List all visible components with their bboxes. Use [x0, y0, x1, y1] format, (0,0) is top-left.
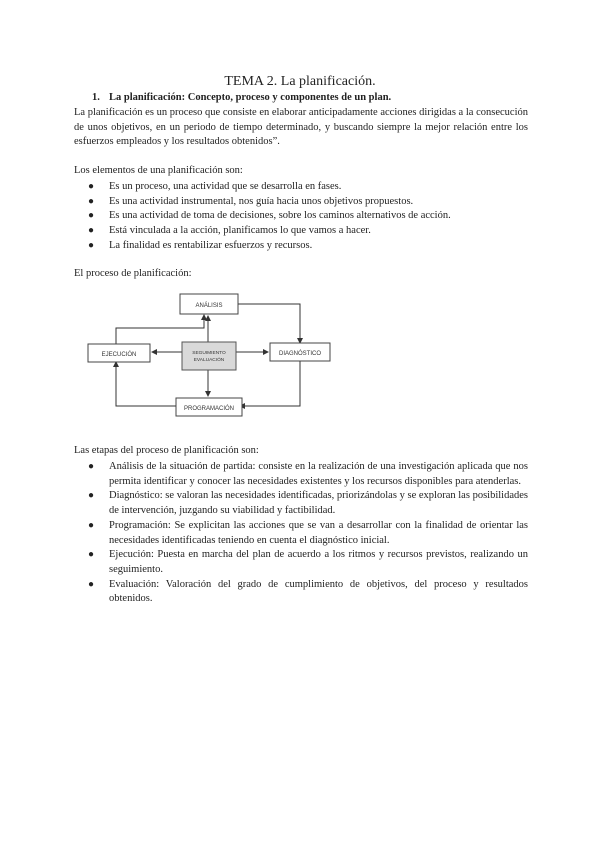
- arrow-ejecucion-analisis: [116, 315, 204, 344]
- list-item: ● Es una actividad de toma de decisiones, sobre los caminos alternativos de acción.: [74, 209, 528, 224]
- box-center-line1: SEGUIMIENTO: [192, 351, 226, 356]
- list-item: ● Ejecución: Puesta en marcha del plan de acuerdo a los ritmos y recursos previstos, realizando un seguimiento.: [88, 549, 528, 575]
- box-seguimiento-evaluacion: [182, 342, 236, 370]
- list-item: ● Está vinculada a la acción, planificamos lo que vamos a hacer.: [74, 224, 528, 239]
- bullet-icon: ●: [88, 578, 95, 590]
- list-item: ● Es un proceso, una actividad que se desarrolla en fases.: [74, 180, 528, 195]
- box-ejecucion-label: EJECUCIÓN: [101, 352, 137, 358]
- bullet-icon: ●: [88, 239, 95, 251]
- bullet-icon: ●: [88, 490, 95, 502]
- box-diagnostico-label: DIAGNÓSTICO: [278, 351, 322, 357]
- stages-label: Las etapas del proceso de planificación son:: [74, 445, 259, 456]
- bullet-icon: ●: [88, 225, 95, 237]
- box-analisis-label: ANÁLISIS: [195, 303, 223, 309]
- definition-paragraph: La planificación es un proceso que consiste en elaborar anticipadamente acciones dirigidas a la consecución de unos objetivos, en un periodo de tiempo determinado, y buscando siempre la mejor relación entre los esfuerzos empleados y los resultados obtenidos”.: [74, 107, 528, 148]
- bullet-icon: ●: [88, 549, 95, 561]
- bullet-icon: ●: [88, 195, 95, 207]
- elements-label: Los elementos de una planificación son:: [74, 165, 243, 176]
- list-item: ● Es una actividad instrumental, nos guía hacia unos objetivos propuestos.: [74, 195, 528, 210]
- list-item: ● Evaluación: Valoración del grado de cumplimiento de objetivos, del proceso y resultados obtenidos.: [88, 578, 528, 605]
- list-item: ● Diagnóstico: se valoran las necesidades identificadas, priorizándolas y se exploran las posibilidades de intervención, juzgando su viabilidad y factibilidad.: [88, 490, 528, 517]
- arrow-programacion-ejecucion: [116, 362, 176, 406]
- section-heading: [92, 92, 391, 103]
- stages-list: [74, 460, 528, 607]
- document-title: TEMA 2. La planificación.: [224, 74, 376, 89]
- arrow-diagnostico-programacion: [240, 361, 300, 406]
- bullet-icon: ●: [88, 519, 95, 531]
- arrow-analisis-diagnostico: [238, 304, 300, 343]
- box-programacion-label: PROGRAMACIÓN: [183, 406, 235, 412]
- box-center-line2: EVALUACIÓN: [193, 358, 225, 363]
- elements-list: [74, 180, 528, 254]
- planning-process-diagram: [84, 284, 356, 422]
- section-heading-text: La planificación: Concepto, proceso y componentes de un plan.: [109, 92, 392, 103]
- list-item: ● Análisis de la situación de partida: consiste en la realización de una investigación aplicada que nos permita identificar y conocer las necesidades existentes y los recursos disponibles para atenderlas.: [88, 461, 528, 487]
- process-label: El proceso de planificación:: [74, 268, 192, 279]
- bullet-icon: ●: [88, 181, 95, 192]
- list-item: ● La finalidad es rentabilizar esfuerzos y recursos.: [74, 239, 528, 254]
- list-item: ● Programación: Se explicitan las acciones que se van a desarrollar con la finalidad de orientar las necesidades identificadas teniendo en cuenta el diagnóstico inicial.: [88, 519, 528, 546]
- bullet-icon: ●: [88, 461, 95, 472]
- bullet-icon: ●: [88, 210, 95, 222]
- section-number: 1.: [92, 92, 100, 103]
